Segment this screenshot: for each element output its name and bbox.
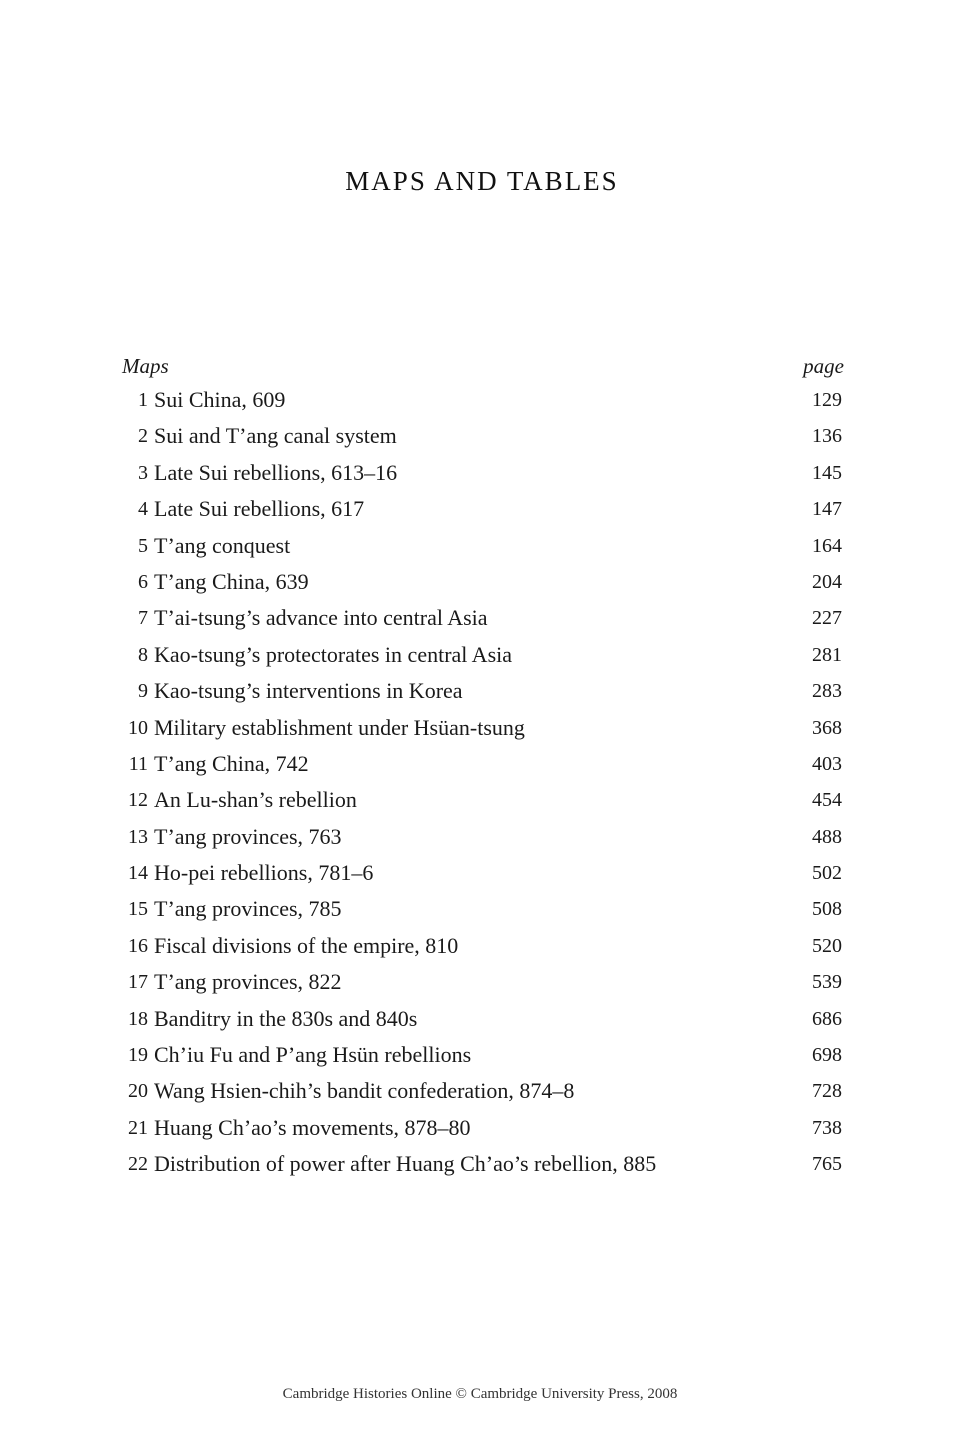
entry-page: 136 xyxy=(812,425,842,448)
entry-page: 698 xyxy=(812,1044,842,1067)
entry-number: 17 xyxy=(128,971,148,994)
entry-title: T’ang provinces, 785 xyxy=(154,896,342,922)
entry-title: Kao-tsung’s protectorates in central Asia xyxy=(154,641,513,667)
entry-title: T’ang China, 639 xyxy=(154,568,309,594)
toc-entry xyxy=(118,637,844,673)
entry-number: 13 xyxy=(128,825,148,848)
entry-page: 765 xyxy=(812,1153,842,1176)
entry-number: 19 xyxy=(128,1044,148,1067)
entry-number: 7 xyxy=(138,607,148,630)
entry-number: 2 xyxy=(138,425,148,448)
entry-number: 5 xyxy=(138,534,148,557)
toc-entry xyxy=(118,819,844,855)
entry-page: 520 xyxy=(812,934,842,957)
entry-page: 227 xyxy=(812,607,842,630)
entry-title: Late Sui rebellions, 613–16 xyxy=(154,459,398,485)
entry-number: 10 xyxy=(128,716,148,739)
entry-number: 16 xyxy=(128,934,148,957)
entry-number: 3 xyxy=(138,461,148,484)
entry-page: 488 xyxy=(812,825,842,848)
entry-number: 14 xyxy=(128,862,148,885)
entry-title: T’ang provinces, 822 xyxy=(154,969,342,995)
entry-title: Military establishment under Hsüan-tsung xyxy=(154,714,525,740)
toc-entry xyxy=(118,782,844,818)
entry-page: 204 xyxy=(812,570,842,593)
toc-entry xyxy=(118,600,844,636)
entry-page: 738 xyxy=(812,1116,842,1139)
toc-entry xyxy=(118,1110,844,1146)
page-title: MAPS AND TABLES xyxy=(345,166,619,197)
entry-page: 283 xyxy=(812,680,842,703)
toc-entry xyxy=(118,891,844,927)
toc-entry xyxy=(118,382,844,418)
entry-page: 502 xyxy=(812,862,842,885)
entry-number: 1 xyxy=(138,389,148,411)
entry-page: 403 xyxy=(812,752,842,775)
entry-page: 508 xyxy=(812,898,842,921)
entry-title: Ho-pei rebellions, 781–6 xyxy=(154,860,374,886)
entry-number: 18 xyxy=(128,1007,148,1030)
entry-page: 129 xyxy=(812,389,842,411)
entry-page: 728 xyxy=(812,1080,842,1103)
toc-entry xyxy=(118,673,844,709)
toc-header xyxy=(118,350,844,382)
entry-number: 21 xyxy=(128,1116,148,1139)
toc-entry xyxy=(118,1146,844,1182)
entry-page: 145 xyxy=(812,461,842,484)
entry-title: Sui and T’ang canal system xyxy=(154,423,397,449)
entry-title: T’ang provinces, 763 xyxy=(154,823,342,849)
toc-entry xyxy=(118,528,844,564)
entry-page: 368 xyxy=(812,716,842,739)
entry-page: 539 xyxy=(812,971,842,994)
entry-title: Kao-tsung’s interventions in Korea xyxy=(154,678,463,704)
entry-title: T’ang conquest xyxy=(154,532,291,558)
toc-entry xyxy=(118,491,844,527)
entry-title: Ch’iu Fu and P’ang Hsün rebellions xyxy=(154,1042,472,1068)
entry-number: 20 xyxy=(128,1080,148,1103)
entry-title: Huang Ch’ao’s movements, 878–80 xyxy=(154,1114,471,1140)
entry-number: 12 xyxy=(128,789,148,812)
entry-title: Sui China, 609 xyxy=(154,387,286,412)
entry-number: 15 xyxy=(128,898,148,921)
toc-entry xyxy=(118,564,844,600)
entry-title: Late Sui rebellions, 617 xyxy=(154,496,365,522)
entry-title: T’ang China, 742 xyxy=(154,750,309,776)
entry-number: 8 xyxy=(138,643,148,666)
toc-list xyxy=(118,382,844,1183)
entry-number: 6 xyxy=(138,570,148,593)
toc-entry xyxy=(118,1001,844,1037)
entry-title: An Lu-shan’s rebellion xyxy=(154,787,357,813)
toc-entry xyxy=(118,418,844,454)
entry-title: Banditry in the 830s and 840s xyxy=(154,1005,418,1031)
toc-entry xyxy=(118,855,844,891)
entry-title: Distribution of power after Huang Ch’ao’s rebellion, 885 xyxy=(154,1151,657,1177)
toc-entry xyxy=(118,455,844,491)
toc-entry xyxy=(118,928,844,964)
toc-entry xyxy=(118,710,844,746)
entry-page: 281 xyxy=(812,643,842,666)
section-label-maps: Maps xyxy=(122,354,169,378)
entry-number: 4 xyxy=(138,498,148,521)
entry-title: Fiscal divisions of the empire, 810 xyxy=(154,932,459,958)
entry-number: 9 xyxy=(138,680,148,703)
copyright-footer: Cambridge Histories Online © Cambridge University Press, 2008 xyxy=(282,1386,678,1402)
entry-page: 164 xyxy=(812,534,842,557)
maps-table-of-contents xyxy=(118,350,844,1183)
entry-page: 454 xyxy=(812,789,842,812)
entry-page: 147 xyxy=(812,498,842,521)
entry-page: 686 xyxy=(812,1007,842,1030)
page-column-label: page xyxy=(803,354,844,378)
toc-entry xyxy=(118,1073,844,1109)
entry-title: T’ai-tsung’s advance into central Asia xyxy=(154,605,488,631)
toc-entry xyxy=(118,746,844,782)
entry-number: 11 xyxy=(128,752,148,775)
toc-entry xyxy=(118,1037,844,1073)
toc-entry xyxy=(118,964,844,1000)
entry-title: Wang Hsien-chih’s bandit confederation, 874–8 xyxy=(154,1078,575,1104)
entry-number: 22 xyxy=(128,1153,148,1176)
